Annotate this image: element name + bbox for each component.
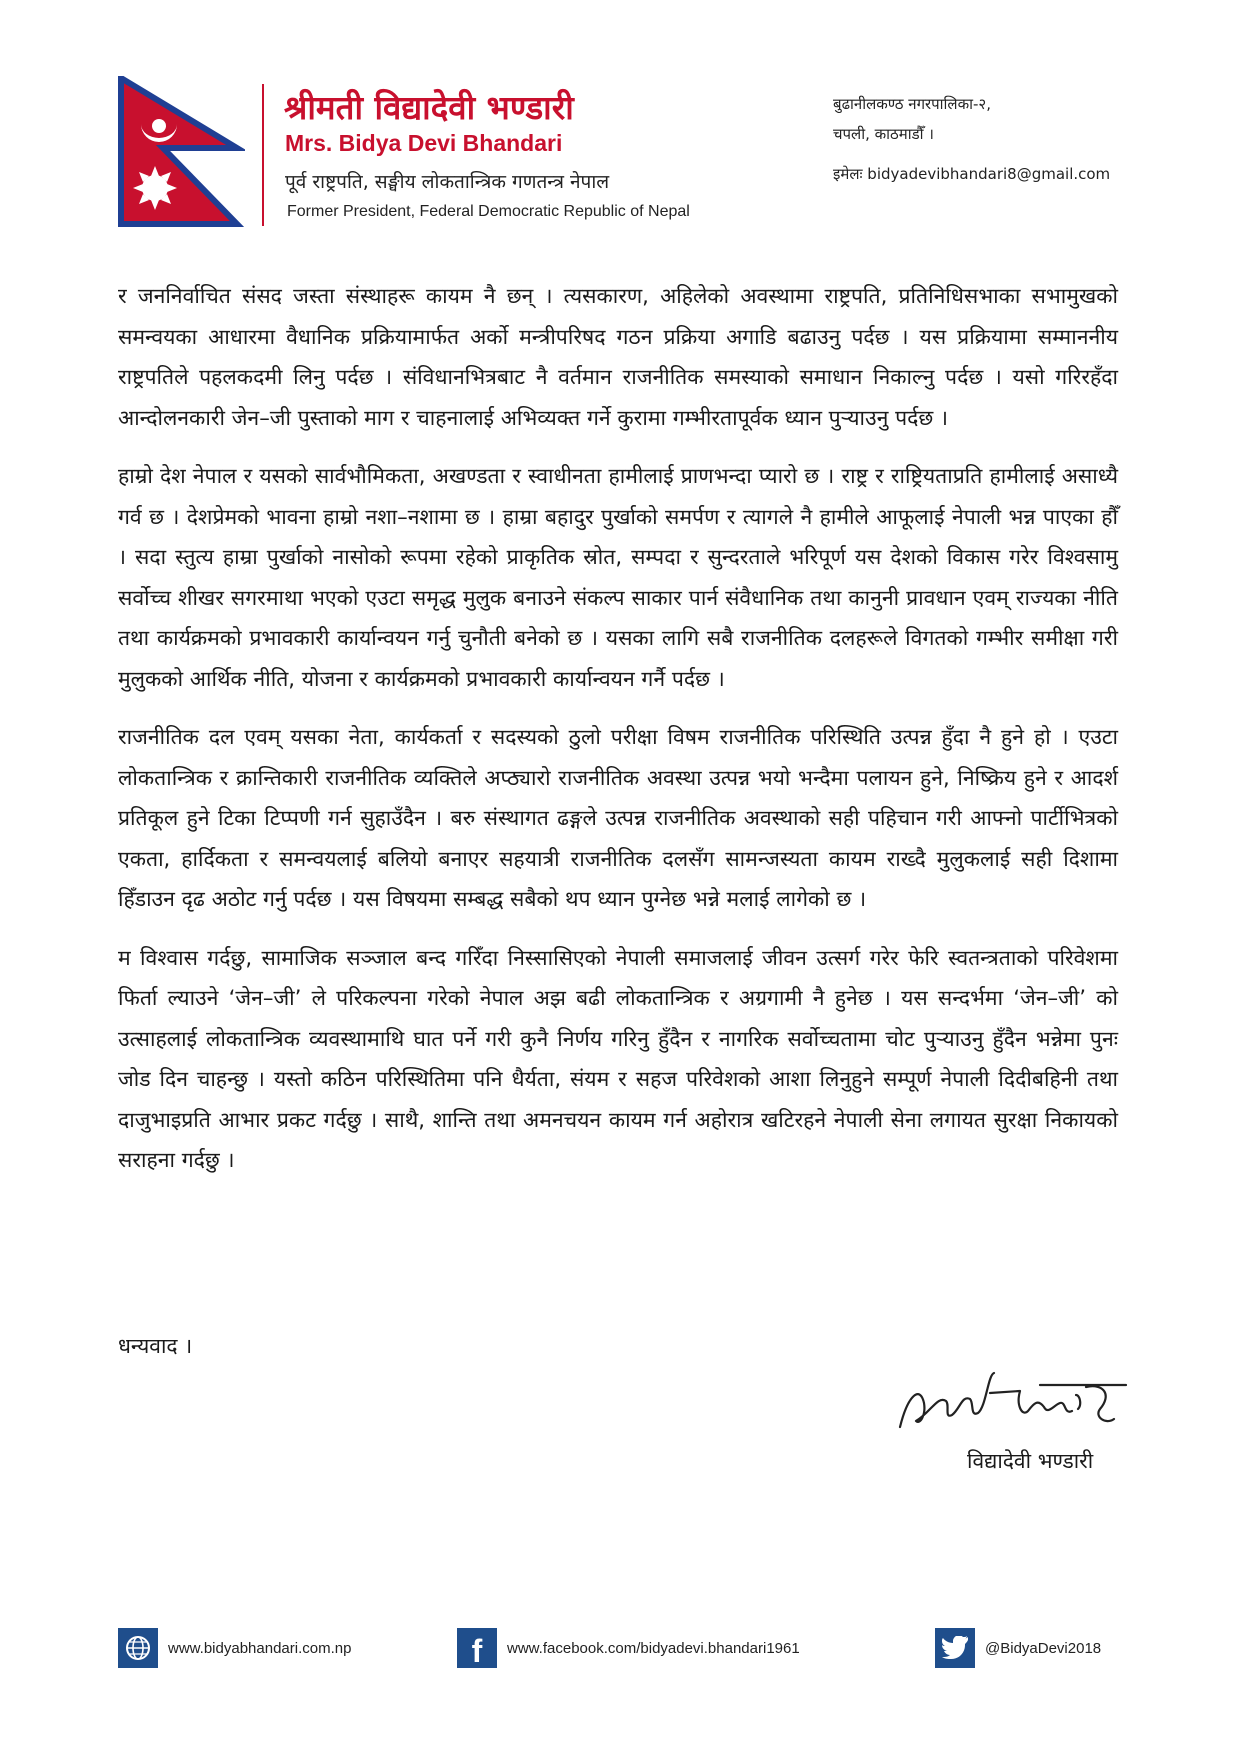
facebook-icon: f [457, 1628, 497, 1668]
twitter-icon [935, 1628, 975, 1668]
handwritten-signature [890, 1365, 1130, 1445]
name-english: Mrs. Bidya Devi Bhandari [285, 130, 563, 156]
paragraph-2: हाम्रो देश नेपाल र यसको सार्वभौमिकता, अखण्डता र स्वाधीनता हामीलाई प्राणभन्दा प्यारो छ । राष्ट्र र राष्ट्रियताप्रति हामीलाई असाध्यै गर्व छ । देशप्रेमको भावना हाम्रो नशा–नशामा छ । हाम्रा बहादुर पुर्खाको समर्पण र त्यागले नै हामीले आफूलाई नेपाली भन्न पाएका हौँ । सदा स्तुत्य हाम्रा पुर्खाको नासोको रूपमा रहेको प्राकृतिक स्रोत, सम्पदा र सुन्दरताले भरिपूर्ण यस देशको विकास गरेर विश्वसामु सर्वोच्च शीखर सगरमाथा भएको एउटा समृद्ध मुलुक बनाउने संकल्प साकार पार्न संवैधानिक तथा कानुनी प्रावधान एवम् राज्यका नीति तथा कार्यक्रमको प्रभावकारी कार्यान्वयन गर्नु चुनौती बनेको छ । यसका लागि सबै राजनीतिक दलहरूले विगतको गम्भीर समीक्षा गरी मुलुकको आर्थिक नीति, योजना र कार्यक्रमको प्रभावकारी कार्यान्वयन गर्नै पर्दछ । [118, 463, 1118, 691]
email-address: इमेलः bidyadevibhandari8@gmail.com [833, 165, 1111, 183]
nepal-flag-logo [117, 76, 245, 228]
letter-body [118, 276, 1118, 1199]
address-line-1: बुढानीलकण्ठ नगरपालिका-२, [833, 95, 991, 113]
footer-facebook[interactable] [457, 1626, 800, 1670]
signer-name: विद्यादेवी भण्डारी [967, 1449, 1094, 1473]
title-english: Former President, Federal Democratic Republic of Nepal [287, 203, 690, 220]
footer-website[interactable] [118, 1626, 351, 1670]
address-line-2: चपली, काठमाडौँ । [833, 125, 934, 143]
website-link[interactable]: www.bidyabhandari.com.np [168, 1639, 352, 1657]
paragraph-4: म विश्वास गर्दछु, सामाजिक सञ्जाल बन्द गरिँदा निस्सासिएको नेपाली समाजलाई जीवन उत्सर्ग गरेर फेरि स्वतन्त्रताको परिवेशमा फिर्ता ल्याउने ‘जेन–जी’ ले परिकल्पना गरेको नेपाल अझ बढी लोकतान्त्रिक र अग्रगामी नै हुनेछ । यस सन्दर्भमा ‘जेन–जी’ को उत्साहलाई लोकतान्त्रिक व्यवस्थामाथि घात पर्ने गरी कुनै निर्णय गरिनु हुँदैन र नागरिक सर्वोच्चतामा चोट पुऱ्याउनु हुँदैन भन्नेमा पुनः जोड दिन चाहन्छु । यस्तो कठिन परिस्थितिमा पनि धैर्यता, संयम र सहज परिवेशको आशा लिनुहुने सम्पूर्ण नेपाली दिदीबहिनी तथा दाजुभाइप्रति आभार प्रकट गर्दछु । साथै, शान्ति तथा अमनचयन कायम गर्न अहोरात्र खटिरहने नेपाली सेना लगायत सुरक्षा निकायको सराहना गर्दछु । [118, 944, 1118, 1172]
title-nepali: पूर्व राष्ट्रपति, सङ्घीय लोकतान्त्रिक गणतन्त्र नेपाल [285, 171, 610, 193]
header-divider [262, 84, 264, 226]
facebook-link[interactable]: www.facebook.com/bidyadevi.bhandari1961 [507, 1639, 800, 1657]
closing-thanks: धन्यवाद । [118, 1334, 193, 1358]
paragraph-1: र जननिर्वाचित संसद जस्ता संस्थाहरू कायम नै छन् । त्यसकारण, अहिलेको अवस्थामा राष्ट्रपति, प्रतिनिधिसभाका सभामुखको समन्वयका आधारमा वैधानिक प्रक्रियामार्फत अर्को मन्त्रीपरिषद गठन प्रक्रिया अगाडि बढाउनु पर्दछ । यस प्रक्रियामा सम्माननीय राष्ट्रपतिले पहलकदमी लिनु पर्दछ । संविधानभित्रबाट नै वर्तमान राजनीतिक समस्याको समाधान निकाल्नु पर्दछ । यसो गरिरहँदा आन्दोलनकारी जेन–जी पुस्ताको माग र चाहनालाई अभिव्यक्त गर्ने कुरामा गम्भीरतापूर्वक ध्यान पुऱ्याउनु पर्दछ । [118, 283, 1118, 430]
paragraph-3: राजनीतिक दल एवम् यसका नेता, कार्यकर्ता र सदस्यको ठुलो परीक्षा विषम राजनीतिक परिस्थिति उत्पन्न हुँदा नै हुने हो । एउटा लोकतान्त्रिक र क्रान्तिकारी राजनीतिक व्यक्तिले अप्ठ्यारो राजनीतिक अवस्था उत्पन्न भयो भन्दैमा पलायन हुने, निष्क्रिय हुने र आदर्श प्रतिकूल हुने टिका टिप्पणी गर्न सुहाउँदैन । बरु संस्थागत ढङ्गले उत्पन्न राजनीतिक अवस्थाको सही पहिचान गरी आफ्नो पार्टीभित्रको एकता, हार्दिकता र समन्वयलाई बलियो बनाएर सहयात्री राजनीतिक दलसँग सामन्जस्यता कायम राख्दै मुलुकलाई सही दिशामा हिँडाउन दृढ अठोट गर्नु पर्दछ । यस विषयमा सम्बद्ध सबैको थप ध्यान पुग्नेछ भन्ने मलाई लागेको छ । [118, 724, 1118, 911]
name-nepali: श्रीमती विद्यादेवी भण्डारी [284, 88, 574, 127]
footer-twitter[interactable] [935, 1626, 1101, 1670]
globe-icon [118, 1628, 158, 1668]
twitter-handle[interactable]: @BidyaDevi2018 [985, 1639, 1102, 1657]
